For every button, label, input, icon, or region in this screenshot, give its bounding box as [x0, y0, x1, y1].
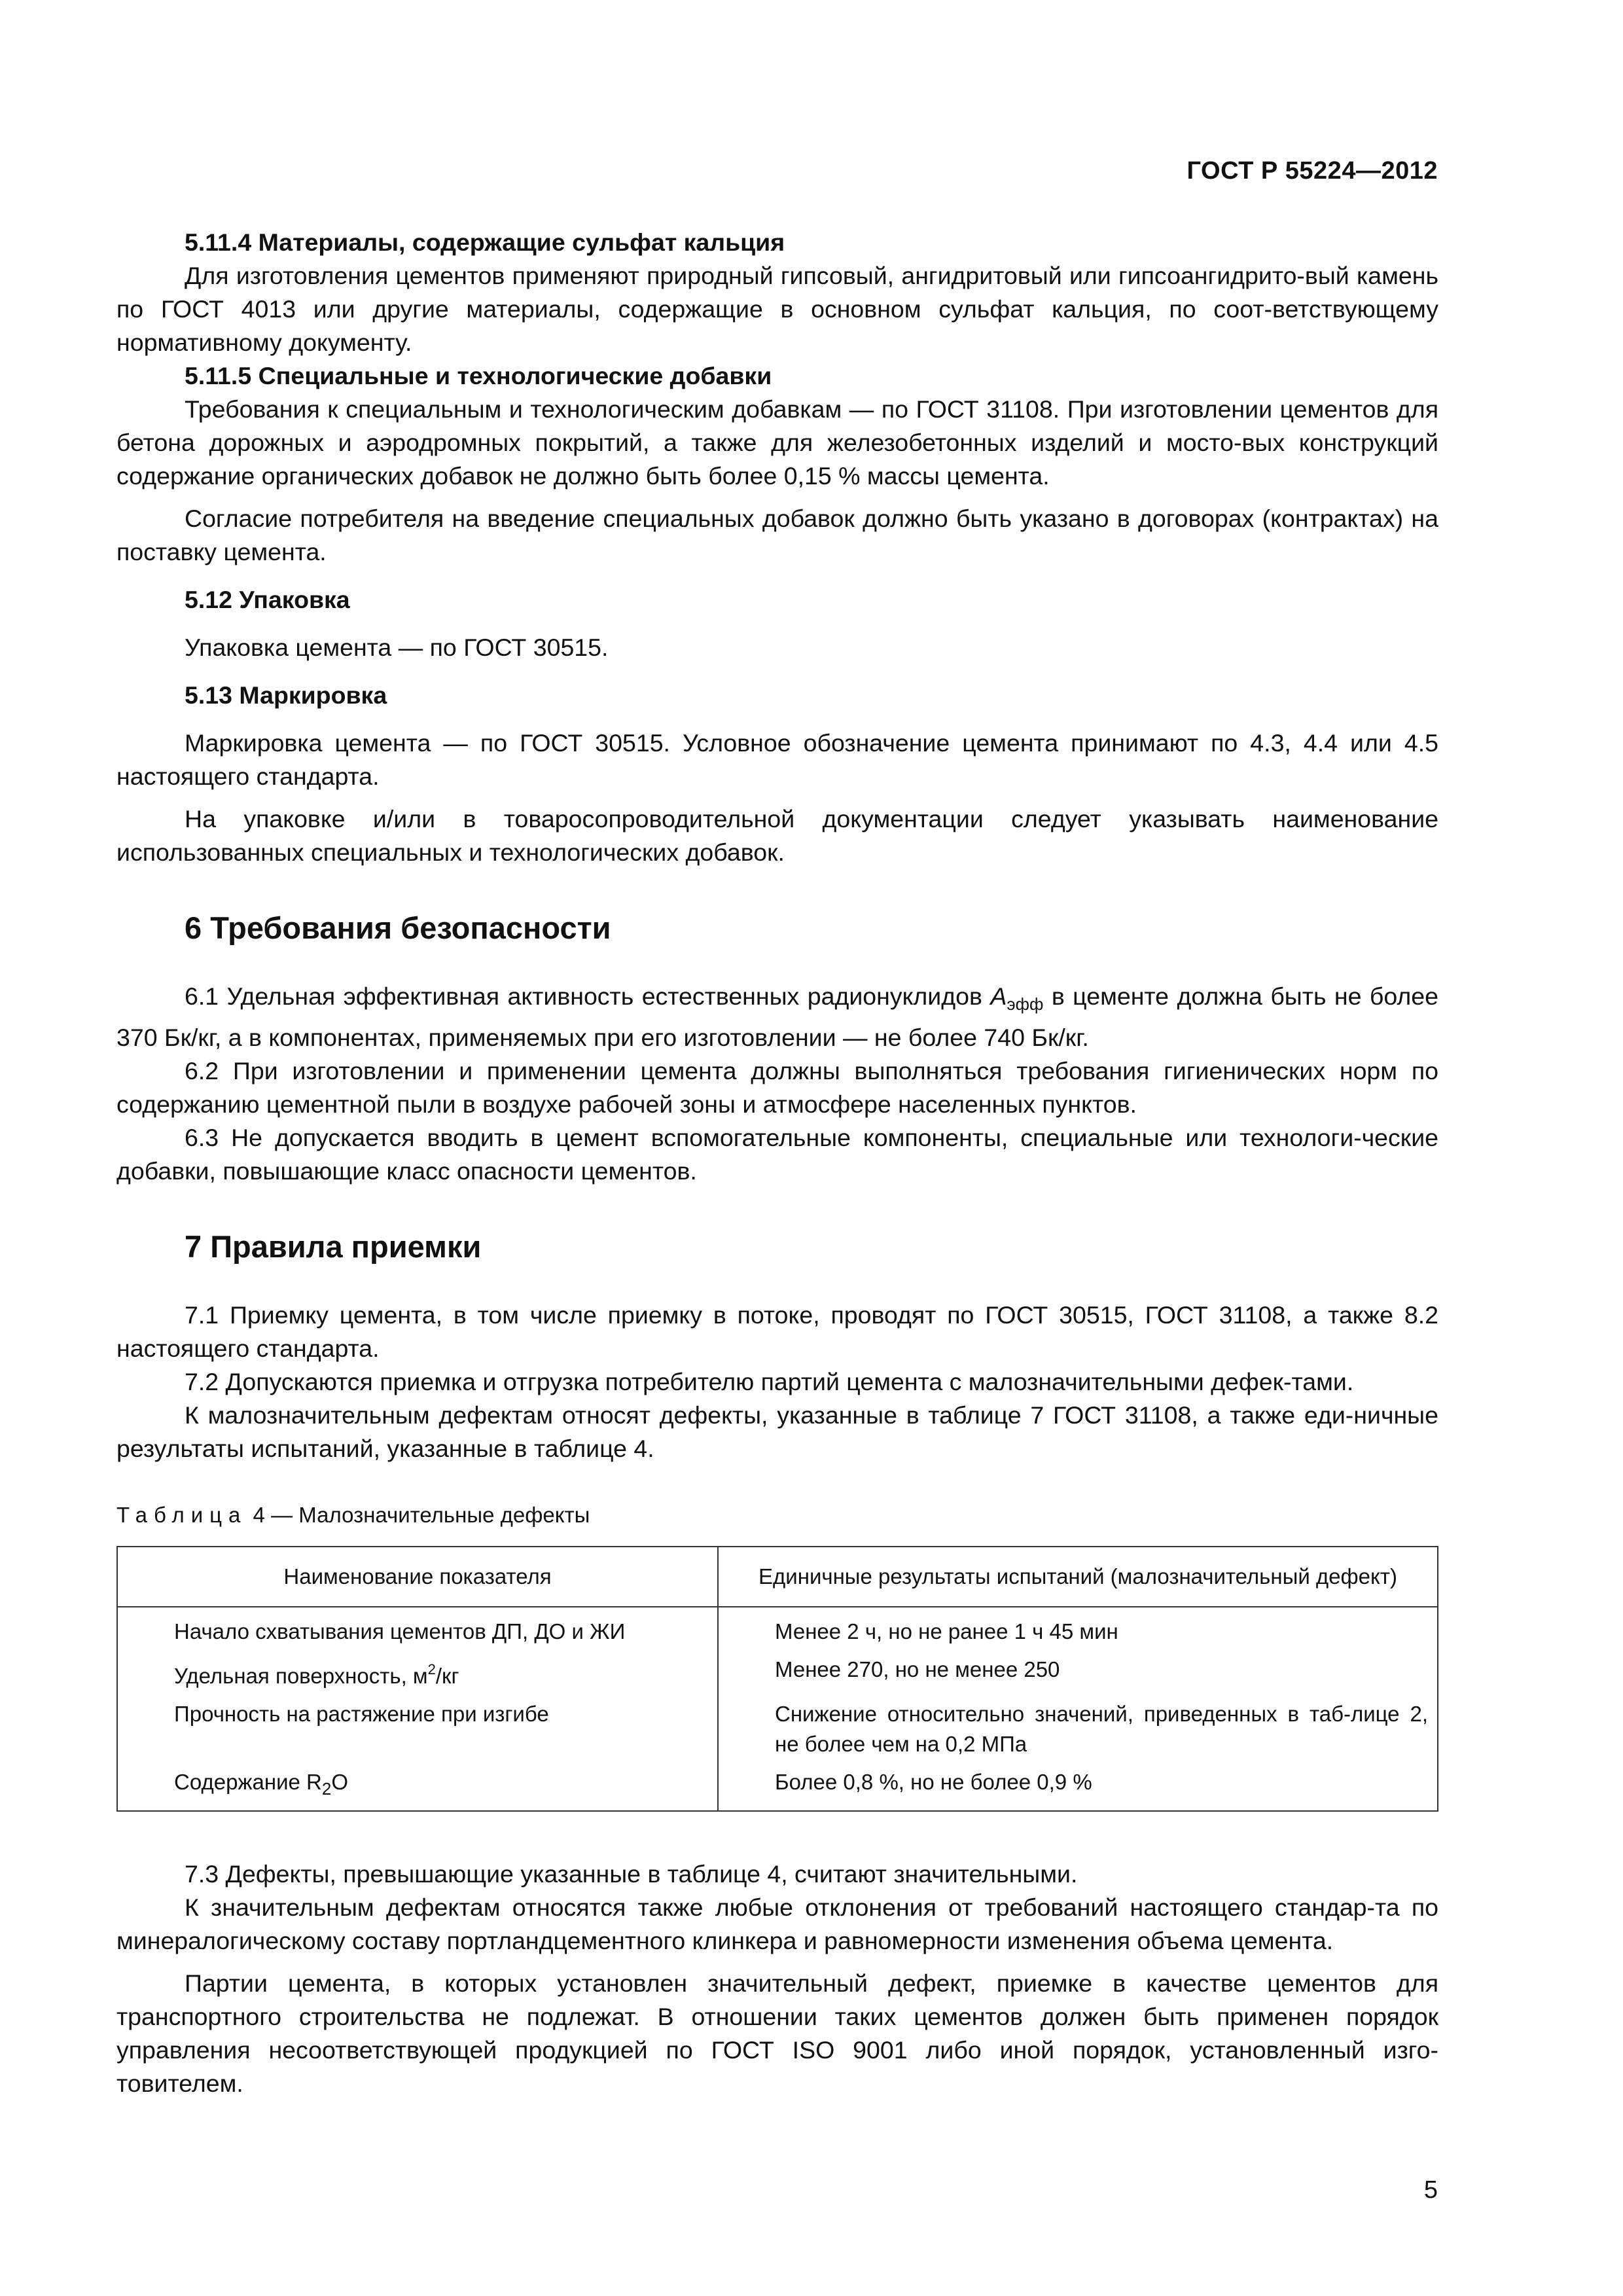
paragraph: Упаковка цемента — по ГОСТ 30515. — [185, 634, 609, 661]
paragraph-7-3: 7.3 Дефекты, превышающие указанные в таблице 4, считают значительными. — [185, 1860, 1078, 1888]
heading-5-13: 5.13 Маркировка — [185, 681, 387, 709]
paragraph-6-3: 6.3 Не допускается вводить в цемент вспомогательные компоненты, специальные или технологи-ческие добавки, повышающие класс опасности цементов. — [116, 1124, 1438, 1185]
subscript-eff: эфф — [1007, 994, 1044, 1014]
paragraph: Согласие потребителя на введение специальных добавок должно быть указано в договорах (контрактах) на поставку цемента. — [116, 505, 1438, 565]
paragraph: Для изготовления цементов применяют природный гипсовый, ангидритовый или гипсоангидрито-вый камень по ГОСТ 4013 или другие материалы, содержащие в основном сульфат кальция, по соот-ветствующему нормативному документу. — [116, 262, 1438, 356]
table-cell: Удельная поверхность, $м^2/кг$ — [117, 1651, 718, 1695]
table-header-cell: Единичные результаты испытаний (малозначительный дефект) — [718, 1547, 1438, 1607]
paragraph-7-1: 7.1 Приемку цемента, в том числе приемку в потоке, проводят по ГОСТ 30515, ГОСТ 31108, а также 8.2 настоящего стандарта. — [116, 1301, 1438, 1362]
table-cell: Начало схватывания цементов ДП, ДО и ЖИ — [117, 1607, 718, 1651]
table-row — [117, 1695, 1438, 1763]
defects-table — [116, 1546, 1438, 1812]
table-cell: Прочность на растяжение при изгибе — [117, 1695, 718, 1763]
table-cell: Менее 2 ч, но не ранее 1 ч 45 мин — [718, 1607, 1438, 1651]
standard-code: ГОСТ Р 55224—2012 — [1186, 157, 1438, 185]
variable-a: A — [990, 982, 1007, 1010]
section-7-heading: 7 Правила приемки — [185, 1229, 482, 1264]
paragraph: Партии цемента, в которых установлен значительный дефект, приемке в качестве цементов для транспортного строительства не подлежат. В отношении таких цементов должен быть применен порядок управления несоответствующей продукцией по ГОСТ ISO 9001 либо иной порядок, установленный изго-товителем. — [116, 1969, 1438, 2097]
table-row — [117, 1651, 1438, 1695]
heading-5-11-5: 5.11.5 Специальные и технологические добавки — [185, 362, 772, 389]
paragraph: Требования к специальным и технологическим добавкам — по ГОСТ 31108. При изготовлении цементов для бетона дорожных и аэродромных покрытий, а также для железобетонных изделий и мосто-вых конструкций содержание органических добавок не должно быть более 0,15 % массы цемента. — [116, 395, 1438, 490]
table-cell: Содержание $R_2O$ — [117, 1763, 718, 1811]
table-row — [117, 1763, 1438, 1811]
heading-5-12: 5.12 Упаковка — [185, 586, 350, 613]
paragraph: К значительным дефектам относятся также любые отклонения от требований настоящего стандар-та по минералогическому составу портландцементного клинкера и равномерности изменения объема цемента. — [116, 1893, 1438, 1954]
table-cell: Более 0,8 %, но не более 0,9 % — [718, 1763, 1438, 1811]
page-number: 5 — [1423, 2176, 1438, 2204]
table-caption: Таблица 4 — Малозначительные дефекты — [116, 1503, 590, 1527]
section-6-heading: 6 Требования безопасности — [185, 910, 611, 945]
paragraph: К малозначительным дефектам относят дефекты, указанные в таблице 7 ГОСТ 31108, а также еди-ничные результаты испытаний, указанные в таблице 4. — [116, 1401, 1438, 1462]
page-content — [116, 226, 1438, 2100]
table-cell: Менее 270, но не менее 250 — [718, 1651, 1438, 1695]
paragraph: Маркировка цемента — по ГОСТ 30515. Условное обозначение цемента принимают по 4.3, 4.4 или 4.5 настоящего стандарта. — [116, 729, 1438, 790]
paragraph-6-2: 6.2 При изготовлении и применении цемента должны выполняться требования гигиенических норм по содержанию цементной пыли в воздухе рабочей зоны и атмосфере населенных пунктов. — [116, 1057, 1438, 1118]
paragraph: На упаковке и/или в товаросопроводительной документации следует указывать наименование использованных специальных и технологических добавок. — [116, 805, 1438, 866]
heading-5-11-4: 5.11.4 Материалы, содержащие сульфат кальция — [185, 228, 785, 256]
table-row — [117, 1607, 1438, 1651]
paragraph-6-1: 6.1 Удельная эффективная активность естественных радионуклидов $A_{эфф}$ в цементе должна быть не более 370 Бк/кг, а в компонентах, применяемых при его изготовлении — не более 740 Бк/кг. — [116, 982, 1438, 1051]
paragraph-7-2: 7.2 Допускаются приемка и отгрузка потребителю партий цемента с малозначительными дефек-тами. — [185, 1368, 1354, 1395]
table-cell: Снижение относительно значений, приведенных в таб-лице 2, не более чем на 0,2 МПа — [718, 1695, 1438, 1763]
table-header-cell: Наименование показателя — [117, 1547, 718, 1607]
